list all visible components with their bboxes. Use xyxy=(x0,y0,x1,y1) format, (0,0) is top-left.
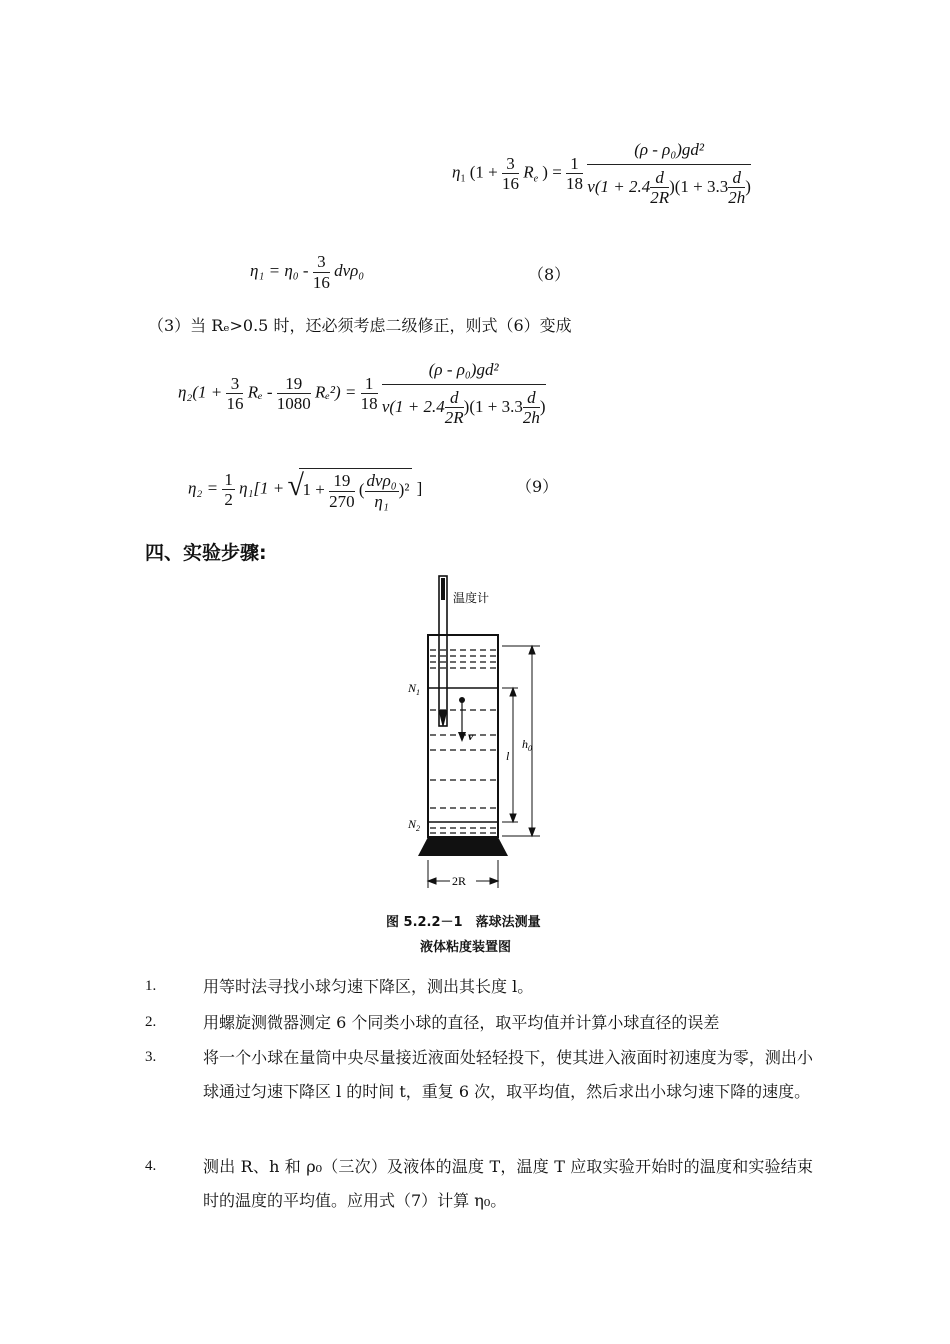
paragraph-second-order: （3）当 Rₑ>0.5 时，还必须考虑二级修正，则式（6）变成 xyxy=(148,316,572,335)
velocity-label: v xyxy=(468,729,474,743)
fraction: $\frac{19}{1080}$ xyxy=(276,373,311,414)
fraction: $\frac{3}{16}$ xyxy=(501,153,519,194)
n2-label: $N_2$ xyxy=(408,817,421,833)
fraction: $\frac{3}{16}$ xyxy=(312,252,330,292)
l-label: l xyxy=(506,749,510,763)
n1-label: $N_1$ xyxy=(408,681,421,697)
fraction: $\frac{1}{2}$ xyxy=(224,469,233,510)
width-label: 2R xyxy=(452,874,467,888)
equation-8-label: （8） xyxy=(528,265,571,284)
h0-label: $h_0$ xyxy=(522,737,532,753)
h0-dimension xyxy=(502,646,540,836)
equation-9-label: （9） xyxy=(516,477,559,496)
l-dimension xyxy=(502,688,518,822)
step-text: 用螺旋测微器测定 6 个同类小球的直径，取平均值并计算小球直径的误差 xyxy=(203,1013,720,1032)
square-root: √ 1 + $\frac{19}{270}$ ( $\frac{\text{dvρ₀}}{\text{η₁}}$ )² xyxy=(299,468,413,511)
equation-8: η₁ = η₀ - $\frac{3}{16}$ dvρ₀ xyxy=(250,252,365,292)
equation-eta2-second-order: η₂(1 + $\frac{3}{16}$ Rₑ - $\frac{19}{1080}$ Rₑ²) = $\frac{1}{18}$ (ρ - ρ₀)gd² v(1 + 2.4 $\frac{d}{2R}$ )(1 + 3.3 $\frac{d}{2h}$ ) xyxy=(178,360,546,428)
fraction: $\frac{\text{dvρ₀}}{\text{η₁}}$ xyxy=(366,471,397,511)
step-text: 将一个小球在量筒中央尽量接近液面处轻轻投下，使其进入液面时初速度为零，测出小球通过匀速下降区 l 的时间 t，重复 6 次，取平均值，然后求出小球匀速下降的速度。 xyxy=(203,1048,813,1101)
equation-9: η₂ = $\frac{1}{2}$ η₁[1 + √ 1 + $\frac{19}{270}$ ( $\frac{\text{dvρ₀}}{\text{η₁}}$ )² ] xyxy=(188,468,422,511)
base-stand xyxy=(418,837,508,856)
step-number: 3. xyxy=(145,1049,157,1065)
fraction: $\frac{19}{270}$ xyxy=(329,471,355,511)
apparatus-diagram xyxy=(380,570,580,900)
thermometer-icon xyxy=(439,576,447,726)
step-number: 1. xyxy=(145,978,157,994)
eta-symbol: η xyxy=(452,162,461,182)
figure-caption-line2: 液体粘度装置图 xyxy=(420,940,512,955)
step-number: 2. xyxy=(145,1014,157,1030)
liquid-dashes xyxy=(430,650,496,833)
section-heading: 四、实验步骤: xyxy=(145,542,267,564)
fraction: $\frac{1}{18}$ xyxy=(566,153,584,194)
big-fraction: (ρ - ρ₀)gd² v(1 + 2.4 $\frac{d}{2R}$ )(1 + 3.3 $\frac{d}{2h}$ ) xyxy=(381,360,546,428)
big-fraction: (ρ - ρ₀)gd² v(1 + 2.4 $\frac{d}{2R}$ )(1 + 3.3 $\frac{d}{2h}$ ) xyxy=(587,140,751,208)
equation-eta1-first-order: $\eta_1$ (1 + $\frac{3}{16}$ $R_e$ ) = $\frac{1}{18}$ (ρ - ρ₀)gd² v(1 + 2.4 $\frac{d}{2R}$ )(1 + 3.3 $\frac{d}{2h}$ ) xyxy=(452,140,751,208)
figure-caption-line1: 图 5.2.2－1 落球法测量 xyxy=(386,915,541,930)
figure-apparatus xyxy=(380,570,580,900)
step-text: 测出 R、h 和 ρ₀（三次）及液体的温度 T，温度 T 应取实验开始时的温度和实验结束时的温度的平均值。应用式（7）计算 η₀。 xyxy=(203,1157,813,1210)
radical-sign-icon: √ xyxy=(287,469,304,502)
fraction: $\frac{1}{18}$ xyxy=(360,373,378,414)
step-text: 用等时法寻找小球匀速下降区，测出其长度 l。 xyxy=(203,977,534,996)
fraction: $\frac{3}{16}$ xyxy=(226,373,244,414)
thermometer-label: 温度计 xyxy=(453,591,490,605)
step-number: 4. xyxy=(145,1158,157,1174)
